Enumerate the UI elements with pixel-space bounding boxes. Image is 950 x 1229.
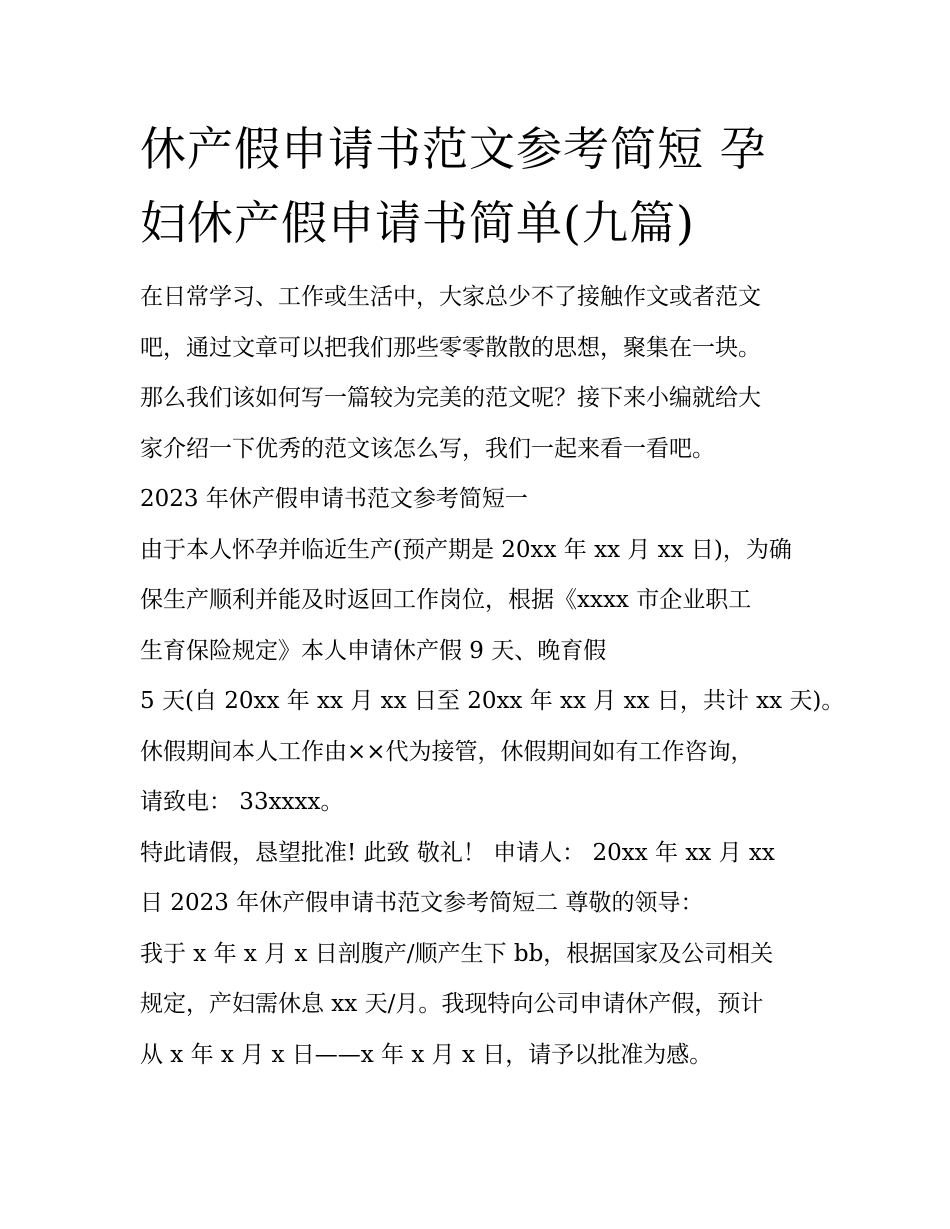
body-line: 日 2023 年休产假申请书范文参考简短二 尊敬的领导： — [140, 890, 704, 916]
body-line: 那么我们该如何写一篇较为完美的范文呢？接下来小编就给大 — [140, 385, 761, 411]
body-line: 规定，产妇需休息 xx 天/月。我现特向公司申请休产假，预计 — [140, 991, 764, 1017]
document-title — [140, 112, 830, 260]
section-heading: 2023 年休产假申请书范文参考简短一 — [140, 486, 528, 512]
body-line: 在日常学习、工作或生活中，大家总少不了接触作文或者范文 — [140, 284, 761, 310]
body-line: 特此请假，恳望批准! 此致 敬礼！ 申请人： 20xx 年 xx 月 xx — [140, 839, 775, 866]
body-line: 吧，通过文章可以把我们那些零零散散的思想，聚集在一块。 — [140, 334, 761, 361]
body-line: 休假期间本人工作由××代为接管，休假期间如有工作咨询， — [140, 738, 754, 765]
document-body — [140, 272, 845, 1080]
title-line: 休产假申请书范文参考简短 孕 — [140, 122, 767, 176]
title-line: 妇休产假申请书简单(九篇) — [140, 196, 695, 250]
document-page — [140, 112, 845, 1080]
body-line: 请致电： 33xxxx。 — [140, 789, 344, 815]
body-line: 家介绍一下优秀的范文该怎么写，我们一起来看一看吧。 — [140, 435, 715, 462]
body-line: 从 x 年 x 月 x 日——x 年 x 月 x 日，请予以批准为感。 — [140, 1041, 713, 1068]
body-line: 由于本人怀孕并临近生产(预产期是 20xx 年 xx 月 xx 日)，为确 — [140, 536, 792, 563]
body-line: 我于 x 年 x 月 x 日剖腹产/顺产生下 bb，根据国家及公司相关 — [140, 940, 774, 967]
body-line: 生育保险规定》本人申请休产假 9 天、晚育假 — [140, 637, 607, 664]
body-line: 5 天(自 20xx 年 xx 月 xx 日至 20xx 年 xx 月 xx 日，共计 xx 天)。 — [140, 688, 845, 714]
body-line: 保生产顺利并能及时返回工作岗位，根据《xxxx 市企业职工 — [140, 587, 752, 613]
